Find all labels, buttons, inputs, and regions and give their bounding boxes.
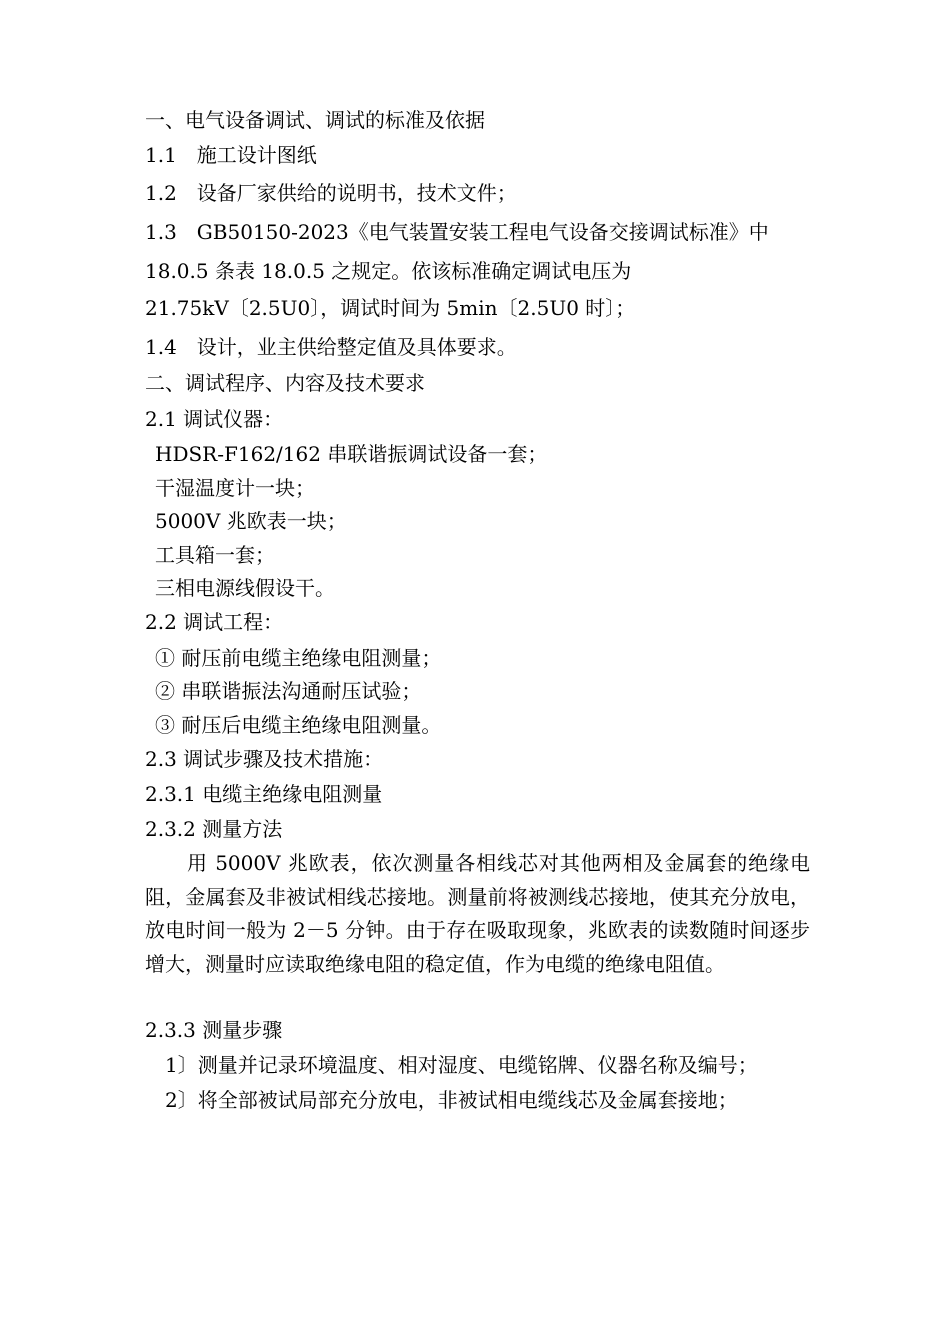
- item-2-3: 2.3 调试步骤及技术措施：: [145, 747, 384, 771]
- measurement-method-paragraph: 用 5000V 兆欧表，依次测量各相线芯对其他两相及金属套的绝缘电阻，金属套及非被试相线芯接地。测量前将被测线芯接地，使其充分放电，放电时间一般为 2－5 分钟。由于存在吸取现象，兆欧表的读数随时间逐步增大，测量时应读取绝缘电阻的稳定值，作为电缆的绝缘电阻值。: [145, 851, 810, 976]
- item-1-3-cont-1: 18.0.5 条表 18.0.5 之规定。依该标准确定调试电压为: [145, 259, 632, 283]
- item-2-3-3: 2.3.3 测量步骤: [145, 1018, 283, 1042]
- section-heading-1: 一、电气设备调试、调试的标准及依据: [145, 108, 485, 132]
- test-item: ② 串联谐振法沟通耐压试验；: [155, 679, 422, 703]
- item-1-4: 1.4 设计，业主供给整定值及具体要求。: [145, 335, 517, 359]
- instrument-item: 干湿温度计一块；: [155, 476, 315, 500]
- item-1-3-cont-2: 21.75kV〔2.5U0〕，调试时间为 5min〔2.5U0 时〕；: [145, 296, 636, 320]
- item-1-3: 1.3 GB50150-2023《电气装置安装工程电气设备交接调试标准》中: [145, 220, 769, 244]
- instrument-item: 5000V 兆欧表一块；: [155, 509, 347, 533]
- item-2-2: 2.2 调试工程：: [145, 610, 284, 634]
- instrument-item: 工具箱一套；: [155, 543, 275, 567]
- section-heading-2: 二、调试程序、内容及技术要求: [145, 371, 425, 395]
- item-2-1: 2.1 调试仪器：: [145, 407, 284, 431]
- item-2-3-2: 2.3.2 测量方法: [145, 817, 283, 841]
- item-2-3-1: 2.3.1 电缆主绝缘电阻测量: [145, 782, 383, 806]
- instrument-item: HDSR-F162/162 串联谐振调试设备一套；: [155, 442, 548, 466]
- step-item: 2〕将全部被试局部充分放电，非被试相电缆线芯及金属套接地；: [165, 1088, 738, 1112]
- item-1-1: 1.1 施工设计图纸: [145, 143, 317, 167]
- test-item: ③ 耐压后电缆主绝缘电阻测量。: [155, 713, 442, 737]
- test-item: ① 耐压前电缆主绝缘电阻测量；: [155, 646, 442, 670]
- item-1-2: 1.2 设备厂家供给的说明书，技术文件；: [145, 181, 517, 205]
- step-item: 1〕测量并记录环境温度、相对湿度、电缆铭牌、仪器名称及编号；: [165, 1053, 758, 1077]
- instrument-item: 三相电源线假设干。: [155, 576, 335, 600]
